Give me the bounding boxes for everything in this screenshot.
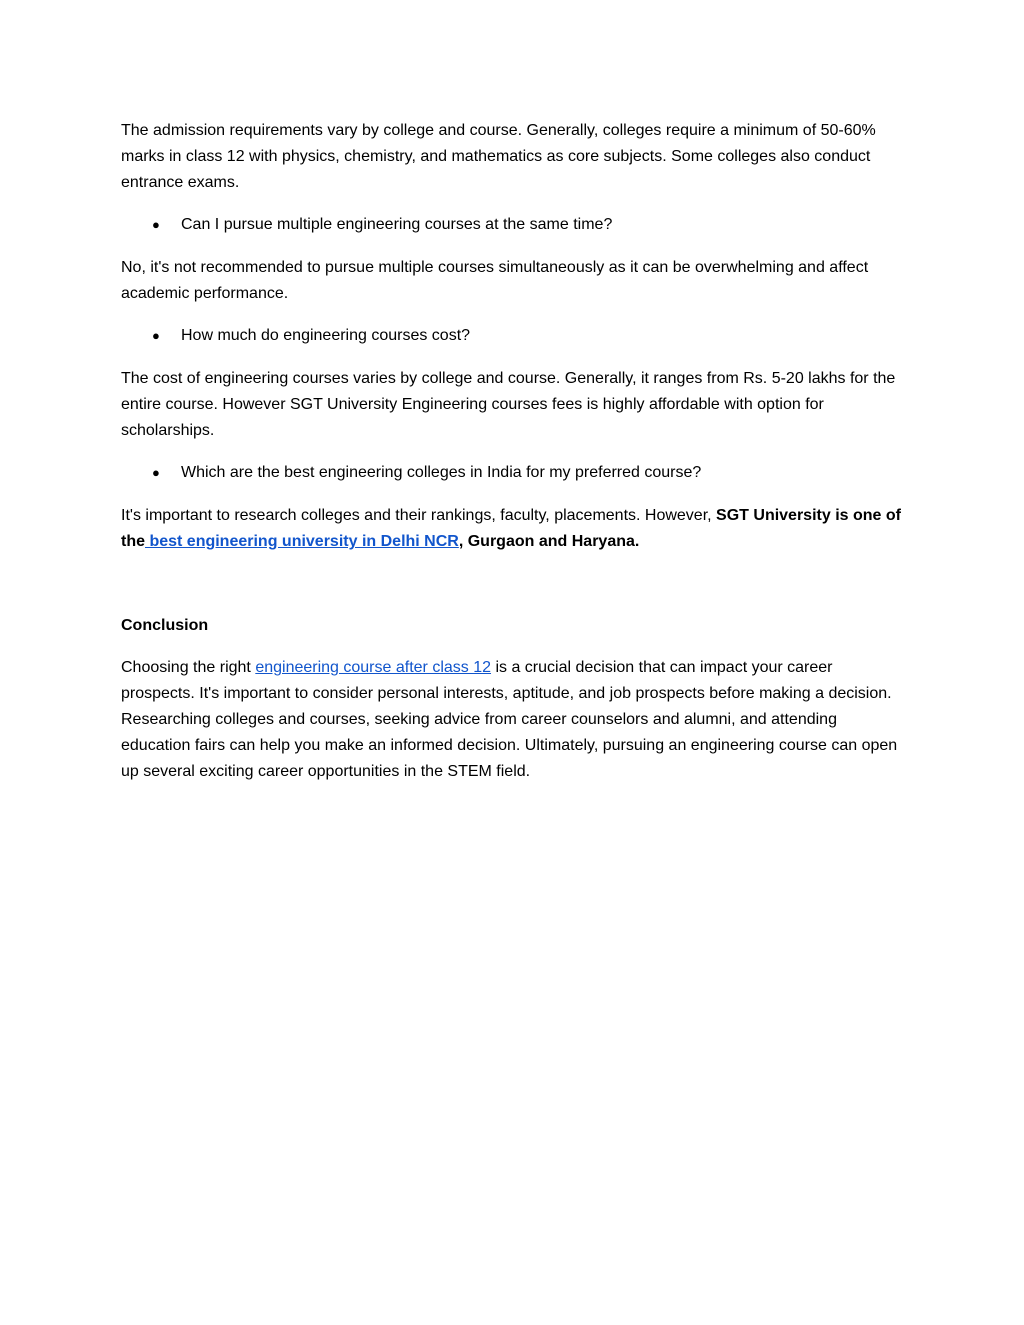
document-page: [121, 118, 906, 801]
bullet-icon: ●: [152, 465, 160, 480]
bullet-icon: ●: [152, 328, 160, 343]
paragraph-admission: The admission requirements vary by college and course. Generally, colleges require a minimum of 50-60% marks in class 12 with physics, chemistry, and mathematics as core subjects. Some colleges also conduct entrance exams.: [121, 122, 876, 191]
faq-question-best-colleges: [121, 460, 906, 486]
paragraph-cost-answer: The cost of engineering courses varies by college and course. Generally, it ranges from Rs. 5-20 lakhs for the entire course. However SGT University Engineering courses fees is highly affordable with option for scholarships.: [121, 370, 896, 439]
answer-text: It's important to research colleges and their rankings, faculty, placements. However,: [121, 507, 717, 524]
spacer: [121, 571, 906, 613]
link-engineering-course-after-class-12[interactable]: engineering course after class 12: [255, 659, 492, 676]
faq-question-cost: [121, 323, 906, 349]
faq-question-text: How much do engineering courses cost?: [181, 327, 471, 344]
bold-text-locations: , Gurgaon and Haryana.: [458, 533, 640, 550]
paragraph-conclusion: [121, 655, 906, 785]
bold-text-sgt: SGT University is one of the: [121, 507, 901, 550]
paragraph-multiple-courses-answer: No, it's not recommended to pursue multiple courses simultaneously as it can be overwhelming and affect academic performance.: [121, 259, 869, 302]
link-best-engineering-university[interactable]: best engineering university in Delhi NCR: [145, 533, 459, 550]
faq-question-text: Can I pursue multiple engineering courses at the same time?: [181, 216, 613, 233]
faq-question-text: Which are the best engineering colleges in India for my preferred course?: [181, 464, 702, 481]
paragraph-best-colleges-answer: [121, 503, 906, 555]
faq-question-multiple-courses: [121, 212, 906, 238]
conclusion-text-start: Choosing the right: [121, 659, 256, 676]
conclusion-heading: Conclusion: [121, 617, 209, 634]
conclusion-text-rest: is a crucial decision that can impact your career prospects. It's important to consider personal interests, aptitude, and job prospects before making a decision. Researching colleges and courses, seeking advice from career counselors and alumni, and attending education fairs can help you make an informed decision. Ultimately, pursuing an engineering course can open up several exciting career opportunities in the STEM field.: [121, 659, 898, 780]
bullet-icon: ●: [152, 217, 160, 232]
